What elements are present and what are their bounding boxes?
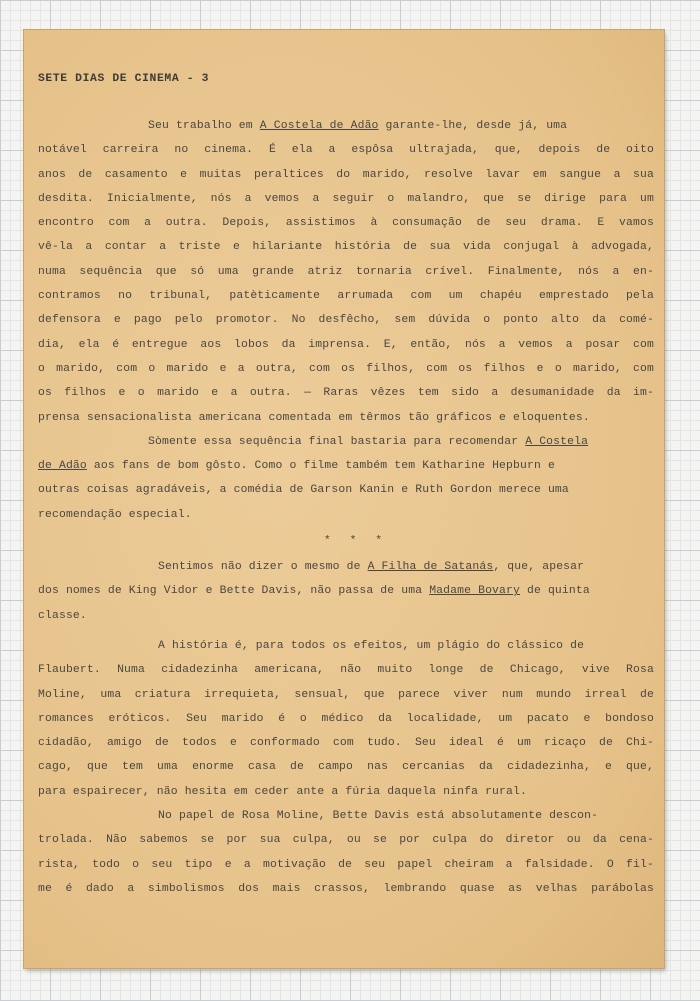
text-line: para espairecer, não hesita em ceder ante a fúria daquela ninfa rural. [38, 785, 527, 798]
text-line: rista, todo o seu tipo e a motivação de seu papel cheiram a falsidade. O fil- [38, 858, 654, 871]
text-line: notável carreira no cinema. É ela a espôsa ultrajada, que, depois de oito [38, 144, 654, 157]
paragraph-recommendation [38, 430, 654, 527]
paragraph-costela-review [38, 114, 654, 430]
typewritten-page [24, 30, 664, 968]
text-line: No papel de Rosa Moline, Bette Davis está absolutamente descon- [158, 810, 599, 823]
text-line: cidadão, amigo de todos e conformado com tudo. Seu ideal é um ricaço de Chi- [38, 737, 654, 750]
text-line: recomendação especial. [38, 508, 192, 521]
text-line: dos nomes de King Vidor e Bette Davis, não passa de uma Madame Bovary de quinta [38, 585, 590, 598]
paragraph-filha-de-satanas [38, 555, 654, 628]
text-line: anos de casamento e muitas peraltices do marido, resolve lavar em sangue a sua [38, 168, 654, 181]
text-line: cago, que tem uma enorme casa de campo nas cercanias da cidadezinha, e que, [38, 761, 654, 774]
text-line: Sòmente essa sequência final bastaria para recomendar A Costela [148, 435, 589, 448]
text-line: Flaubert. Numa cidadezinha americana, não muito longe de Chicago, vive Rosa [38, 664, 654, 677]
text-line: numa sequência que só uma grande atriz tornaria crível. Finalmente, nós a en- [38, 265, 654, 278]
text-line: outras coisas agradáveis, a comédia de Garson Kanin e Ruth Gordon merece uma [38, 484, 569, 497]
text-line: classe. [38, 609, 87, 622]
text-line: o marido, com o marido e a outra, com os filhos, com os filhos e o marido, com [38, 362, 654, 375]
text-line: encontro com a outra. Depois, assistimos à consumação de seu drama. E vamos [38, 217, 654, 230]
film-title-de-adao: de Adão [38, 460, 87, 473]
paragraph-plot-summary [38, 634, 654, 804]
text-line: de Adão aos fans de bom gôsto. Como o filme também tem Katharine Hepburn e [38, 460, 555, 473]
film-title-costela: A Costela [525, 435, 589, 448]
text-line: romances eróticos. Seu marido é o médico da localidade, um pacato e bondoso [38, 712, 654, 725]
text-line: contramos no tribunal, patèticamente arrumada com um chapéu emprestado pela [38, 290, 654, 303]
section-separator: * * * [323, 535, 389, 548]
text-line: Sentimos não dizer o mesmo de A Filha de Satanás, que, apesar [158, 561, 585, 574]
book-title-madame-bovary: Madame Bovary [429, 585, 520, 598]
film-title-costela-de-adao: A Costela de Adão [259, 120, 379, 132]
text-line: me é dado a simbolismos dos mais crassos, lembrando quase as velhas parábolas [38, 882, 654, 895]
paragraph-bette-davis [38, 804, 654, 901]
text-line: defensora e pago pelo promotor. No desfêcho, sem dúvida o ponto alto da comé- [38, 314, 654, 327]
text-line: trolada. Não sabemos se por sua culpa, ou se por culpa do diretor ou da cena- [38, 834, 654, 847]
text-line: os filhos e o marido e a outra. — Raras vêzes tem sido a desumanidade da im- [38, 387, 654, 400]
text-line: vê-la a contar a triste e hilariante história de sua vida conjugal à advogada, [38, 241, 654, 254]
document-body [38, 70, 654, 901]
text-line: prensa sensacionalista americana comentada em têrmos tão gráficos e eloquentes. [38, 411, 590, 424]
text-line: desdita. Inicialmente, nós a vemos a seguir o malandro, que se dirige para um [38, 192, 654, 205]
page-heading: SETE DIAS DE CINEMA - 3 [38, 73, 210, 85]
text-line: Moline, uma criatura irrequieta, sensual, que parece viver num mundo irreal de [38, 688, 654, 701]
text-line: Seu trabalho em A Costela de Adão garante-lhe, desde já, uma [148, 120, 568, 132]
film-title-filha-de-satanas: A Filha de Satanás [367, 561, 494, 574]
text-line: A história é, para todos os efeitos, um plágio do clássico de [158, 639, 585, 652]
text-line: dia, ela é entregue aos lobos da imprensa. E, então, nós a vemos a posar com [38, 338, 654, 351]
